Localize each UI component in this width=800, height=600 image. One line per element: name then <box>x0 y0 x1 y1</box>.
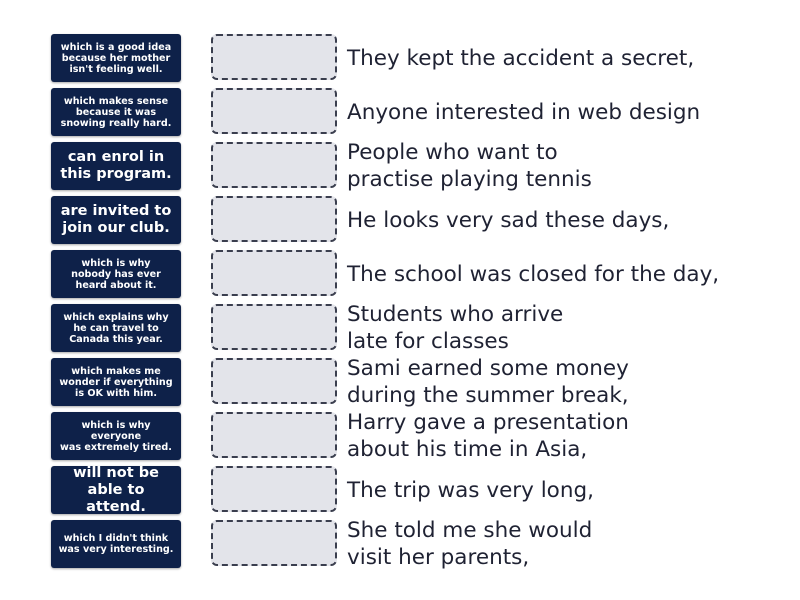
sentence-prompt: People who want to practise playing tennis <box>347 140 592 192</box>
answer-tile-label: which is why nobody has ever heard about it. <box>71 257 161 291</box>
match-row <box>0 142 800 190</box>
drop-target[interactable] <box>211 142 337 188</box>
sentence-prompt: Anyone interested in web design <box>347 99 701 125</box>
match-row <box>0 196 800 244</box>
match-row <box>0 358 800 406</box>
answer-tile[interactable] <box>51 412 181 460</box>
match-row <box>0 34 800 82</box>
drop-target[interactable] <box>211 250 337 296</box>
answer-tile[interactable] <box>51 196 181 244</box>
match-row <box>0 466 800 514</box>
answer-tile[interactable] <box>51 358 181 406</box>
answer-tile-label: will not be able to attend. <box>73 464 159 515</box>
drop-target[interactable] <box>211 34 337 80</box>
answer-tile-label: can enrol in this program. <box>60 149 172 182</box>
answer-tile-label: which makes sense because it was snowing really hard. <box>60 95 172 129</box>
sentence-prompt: They kept the accident a secret, <box>347 45 695 71</box>
sentence-prompt: Harry gave a presentation about his time in Asia, <box>347 410 629 462</box>
sentence-prompt: Students who arrive late for classes <box>347 302 564 354</box>
sentence-prompt: She told me she would visit her parents, <box>347 518 593 570</box>
answer-tile[interactable] <box>51 466 181 514</box>
sentence-prompt: He looks very sad these days, <box>347 207 670 233</box>
match-row <box>0 250 800 298</box>
answer-tile[interactable] <box>51 88 181 136</box>
answer-tile[interactable] <box>51 304 181 352</box>
drop-target[interactable] <box>211 520 337 566</box>
drop-target[interactable] <box>211 358 337 404</box>
match-row <box>0 412 800 460</box>
sentence-prompt: Sami earned some money during the summer break, <box>347 356 629 408</box>
answer-tile[interactable] <box>51 34 181 82</box>
sentence-prompt: The school was closed for the day, <box>347 261 720 287</box>
match-row <box>0 304 800 352</box>
drop-target[interactable] <box>211 304 337 350</box>
answer-tile-label: are invited to join our club. <box>60 203 172 236</box>
drop-target[interactable] <box>211 196 337 242</box>
answer-tile-label: which makes me wonder if everything is OK with him. <box>59 365 173 399</box>
answer-tile-label: which is why everyone was extremely tired. <box>60 419 172 453</box>
answer-tile[interactable] <box>51 520 181 568</box>
answer-tile-label: which explains why he can travel to Canada this year. <box>63 311 169 345</box>
answer-tile[interactable] <box>51 250 181 298</box>
drop-target[interactable] <box>211 412 337 458</box>
sentence-prompt: The trip was very long, <box>347 477 594 503</box>
drop-target[interactable] <box>211 466 337 512</box>
answer-tile-label: which is a good idea because her mother isn't feeling well. <box>60 41 172 75</box>
match-row <box>0 88 800 136</box>
answer-tile[interactable] <box>51 142 181 190</box>
drop-target[interactable] <box>211 88 337 134</box>
answer-tile-label: which I didn't think was very interesting. <box>58 533 174 555</box>
match-row <box>0 520 800 568</box>
